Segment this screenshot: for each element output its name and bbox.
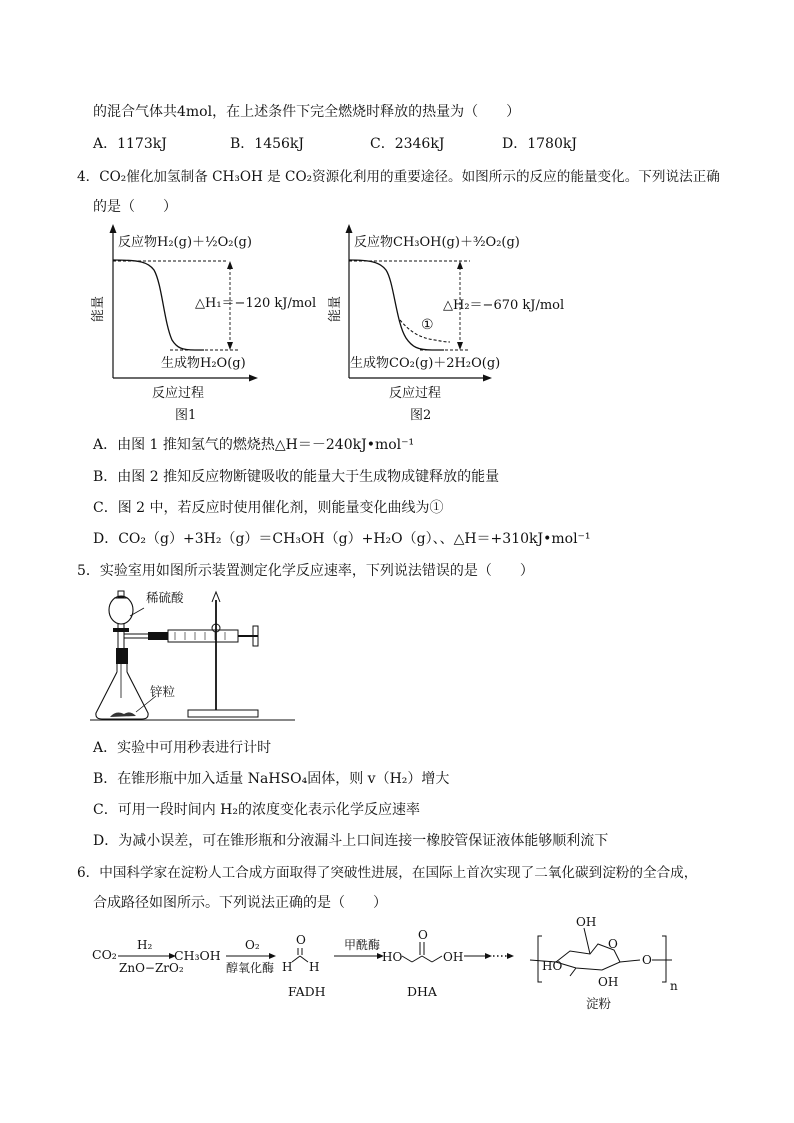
starch-oh-top: OH <box>576 915 597 929</box>
ch3oh-label: CH₃OH <box>174 948 221 963</box>
fadh-o-label: O <box>296 933 306 947</box>
q3-option-d: D．1780kJ <box>502 136 577 152</box>
label-zinc-granules: 锌粒 <box>150 684 176 699</box>
fadh-h-left: H <box>282 960 293 974</box>
q4-stem-line2: 的是（ ） <box>93 199 177 215</box>
co2-label: CO₂ <box>92 947 117 962</box>
fig1-caption: 图1 <box>175 408 197 423</box>
fig2-product-label: 生成物CO₂(g)＋2H₂O(g) <box>350 356 501 371</box>
q4-option-a: A．由图 1 推知氢气的燃烧热△H＝－240kJ•mol⁻¹ <box>93 437 415 453</box>
fig2-curve-mark: ① <box>421 317 434 333</box>
q3-stem-continuation: 的混合气体共4mol，在上述条件下完全燃烧时释放的热量为（ ） <box>93 104 521 120</box>
q4-stem-line1: 4．CO₂催化加氢制备 CH₃OH 是 CO₂资源化利用的重要途径。如图所示的反应的能量变化。下列说法正确 <box>77 169 720 185</box>
fig1-y-axis-label: 能量 <box>91 295 106 322</box>
apparatus-diagram <box>90 588 300 728</box>
dha-oh-label: OH <box>443 950 464 964</box>
catalyst-label: ZnO−ZrO₂ <box>119 961 184 975</box>
q3-option-c: C．2346kJ <box>370 136 445 152</box>
alcohol-oxidase-label: 醇氧化酶 <box>226 961 275 975</box>
dha-label: DHA <box>407 984 437 999</box>
label-dilute-sulfuric-acid: 稀硫酸 <box>146 590 184 605</box>
h2-label: H₂ <box>137 938 153 952</box>
q4-option-d: D．CO₂（g）+3H₂（g）＝CH₃OH（g）+H₂O（g）、、△H＝+310kJ•mol⁻¹ <box>93 531 591 547</box>
synthesis-pathway <box>90 915 690 1018</box>
q5-stem: 5．实验室用如图所示装置测定化学反应速率，下列说法错误的是（ ） <box>77 563 534 579</box>
fadh-h-right: H <box>309 960 320 974</box>
dha-ho-label: HO <box>382 950 403 964</box>
starch-label: 淀粉 <box>586 996 612 1011</box>
starch-n-subscript: n <box>670 979 678 993</box>
energy-diagram-fig1 <box>80 222 317 427</box>
q5-option-b: B．在锥形瓶中加入适量 NaHSO₄固体，则 v（H₂）增大 <box>93 771 450 787</box>
starch-ho-label: HO <box>542 959 563 973</box>
fig2-reactant-label: 反应物CH₃OH(g)＋³⁄₂O₂(g) <box>354 235 520 250</box>
q6-stem-line1: 6．中国科学家在淀粉人工合成方面取得了突破性进展，在国际上首次实现了二氧化碳到淀粉的全合成， <box>77 865 698 881</box>
q5-option-d: D．为减小误差，可在锥形瓶和分液漏斗上口间连接一橡胶管保证液体能够顺利流下 <box>93 833 609 849</box>
q3-option-b: B．1456kJ <box>230 136 305 152</box>
fig1-reactant-label: 反应物H₂(g)＋½O₂(g) <box>118 235 252 250</box>
q5-option-c: C．可用一段时间内 H₂的浓度变化表示化学反应速率 <box>93 802 420 818</box>
q4-option-b: B．由图 2 推知反应物断键吸收的能量大于生成物成键释放的能量 <box>93 469 500 485</box>
q3-option-a: A．1173kJ <box>93 136 167 152</box>
energy-diagram-fig2 <box>320 222 580 427</box>
starch-o-link: O <box>642 953 652 967</box>
starch-o-ring: O <box>608 937 618 951</box>
formolase-label: 甲酰酶 <box>344 938 381 952</box>
fig2-y-axis-label: 能量 <box>328 295 343 322</box>
q6-stem-line2: 合成路径如图所示。下列说法正确的是（ ） <box>93 895 387 911</box>
fig1-dh-label: △H₁＝−120 kJ/mol <box>195 296 317 311</box>
fig1-product-label: 生成物H₂O(g) <box>161 356 246 371</box>
q5-option-a: A．实验中可用秒表进行计时 <box>93 740 272 756</box>
o2-label: O₂ <box>245 938 260 952</box>
fig1-x-axis-label: 反应过程 <box>152 386 205 401</box>
fig2-caption: 图2 <box>410 408 432 423</box>
fig2-dh-label: △H₂＝−670 kJ/mol <box>443 298 565 313</box>
fadh-label: FADH <box>288 984 326 999</box>
dha-o-label: O <box>418 928 428 942</box>
q4-option-c: C．图 2 中，若反应时使用催化剂，则能量变化曲线为① <box>93 500 444 516</box>
starch-oh-bottom: OH <box>598 975 619 989</box>
fig2-x-axis-label: 反应过程 <box>389 386 442 401</box>
